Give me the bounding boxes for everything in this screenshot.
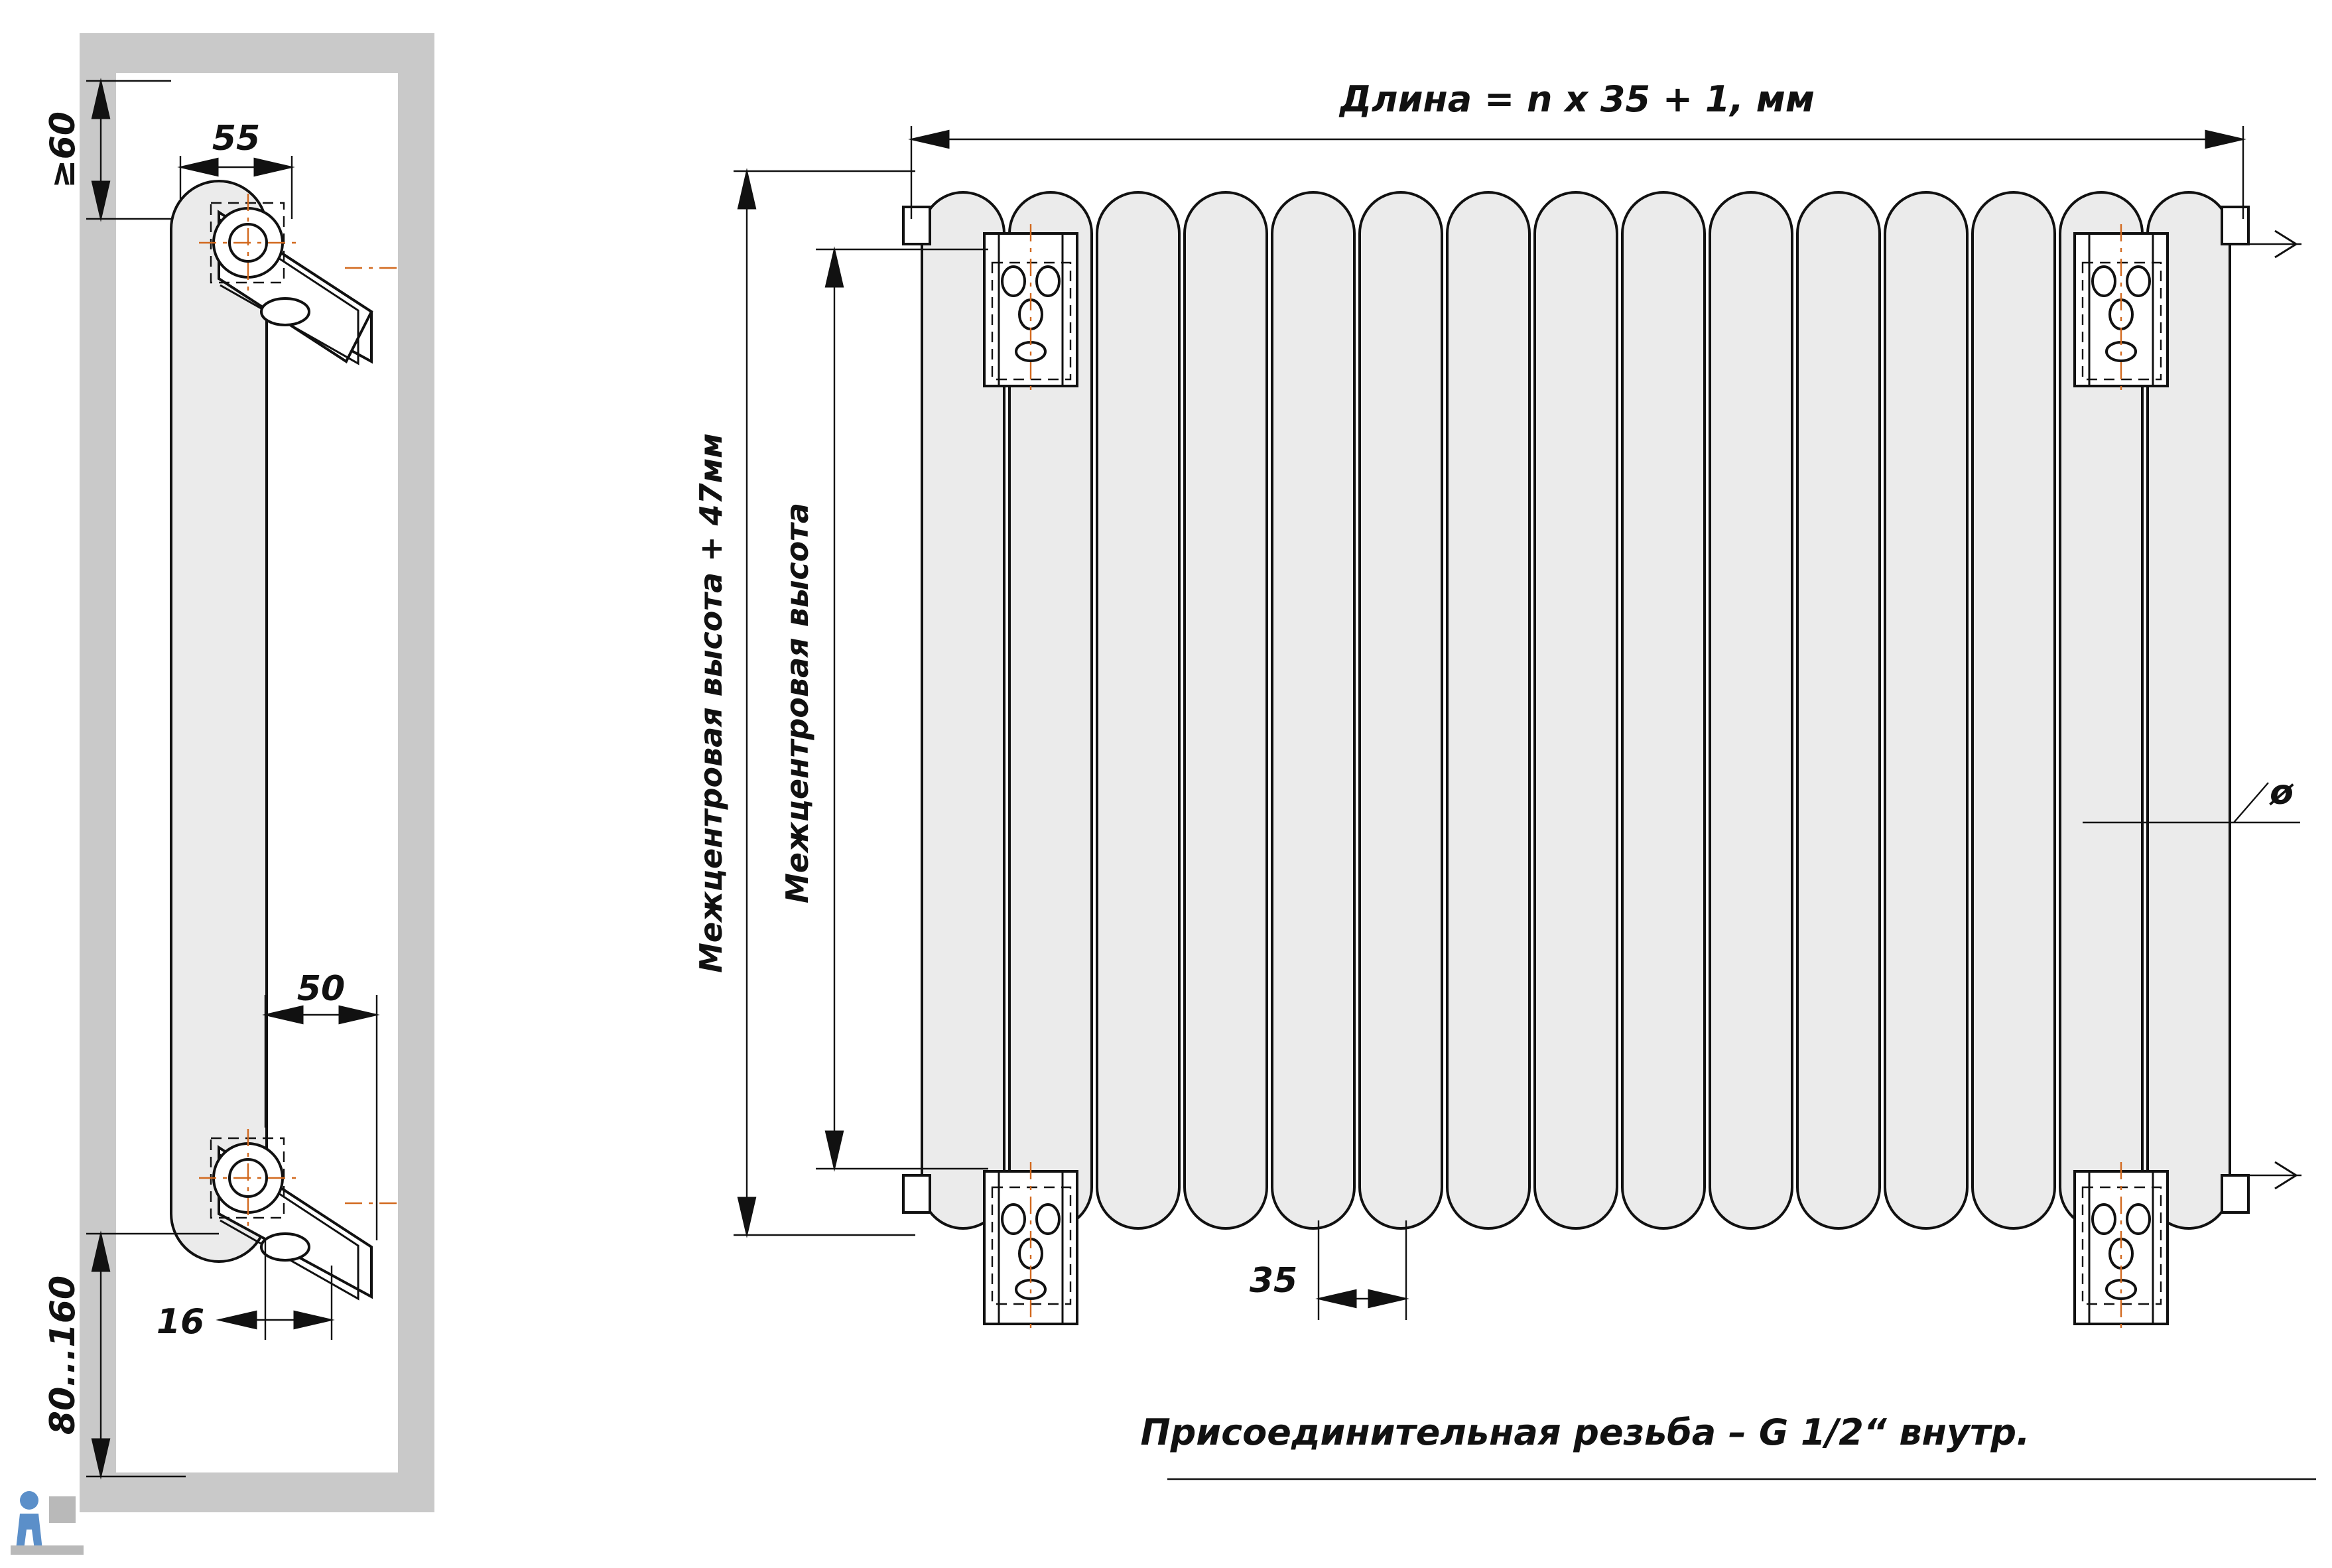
bracket-bottom-right [2075, 1162, 2168, 1333]
note-thread-text: Присоединительная резьба – G 1/2“ внутр. [1140, 1411, 2030, 1453]
radiator-side-profile [171, 181, 267, 1262]
dim-label-gte60: ≥60 [43, 111, 83, 188]
section-markers [2250, 231, 2301, 1189]
front-view-group [693, 78, 2316, 1479]
bracket-bottom-left [984, 1162, 1077, 1333]
dim-label-55: 55 [212, 119, 261, 159]
dim-label-center-distance: Межцентровая высота [779, 503, 815, 903]
note-thread [1140, 1411, 2316, 1479]
watermark-logo [11, 1491, 84, 1555]
dim-pitch-35 [1250, 1220, 1406, 1320]
bottom-bracket [199, 1129, 398, 1299]
dim-label-16: 16 [156, 1302, 205, 1342]
dim-80-160 [43, 1234, 219, 1476]
dim-label-length: Длина = n x 35 + 1, мм [1339, 78, 1815, 120]
dim-label-center-distance-plus: Межцентровая высота + 47мм [693, 433, 729, 973]
dim-label-diameter: ø [2270, 773, 2294, 813]
dim-label-50: 50 [296, 969, 346, 1009]
side-view-group [43, 33, 434, 1512]
dim-label-80-160: 80...160 [43, 1275, 83, 1435]
radiator-sections [922, 192, 2230, 1228]
bracket-top-right [2075, 224, 2168, 395]
dim-label-pitch-35: 35 [1249, 1261, 1298, 1301]
bracket-top-left [984, 224, 1077, 395]
